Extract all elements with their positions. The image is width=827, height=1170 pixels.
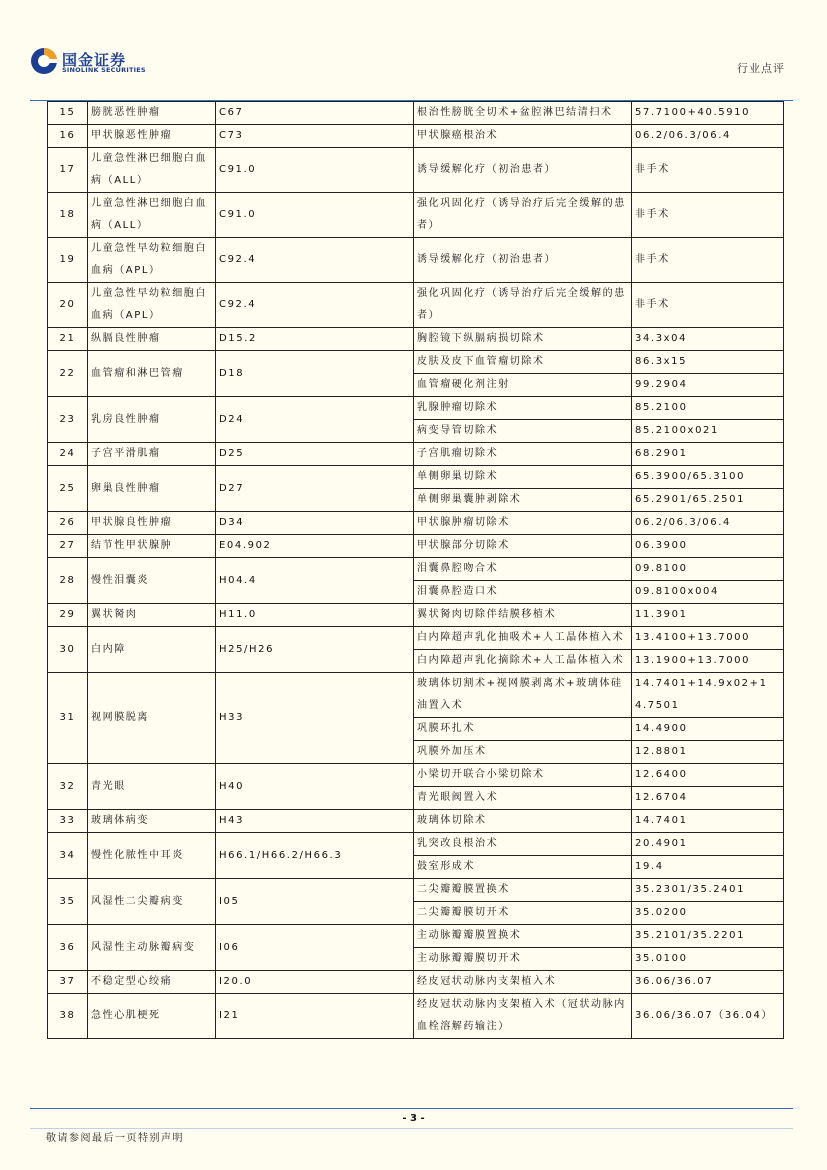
logo-chinese-name: 国金证券	[62, 51, 127, 69]
operation-code: 35.2301/35.2401	[632, 879, 784, 902]
row-number: 16	[48, 125, 88, 148]
disease-name: 膀胱恶性肿瘤	[88, 102, 216, 125]
operation-code: 非手术	[632, 148, 784, 193]
operation-code: 13.1900+13.7000	[632, 650, 784, 673]
procedure-name: 甲状腺部分切除术	[414, 535, 632, 558]
icd-code: I06	[216, 925, 414, 971]
operation-code: 12.6704	[632, 787, 784, 810]
procedure-name: 经皮冠状动脉内支架植入术	[414, 971, 632, 994]
procedure-name: 主动脉瓣瓣膜切开术	[414, 948, 632, 971]
row-number: 28	[48, 558, 88, 604]
procedure-name: 经皮冠状动脉内支架植入术（冠状动脉内血栓溶解药输注）	[414, 994, 632, 1039]
operation-code: 57.7100+40.5910	[632, 102, 784, 125]
procedure-name: 青光眼阀置入术	[414, 787, 632, 810]
icd-code: H66.1/H66.2/H66.3	[216, 833, 414, 879]
procedure-name: 翼状胬肉切除伴结膜移植术	[414, 604, 632, 627]
row-number: 29	[48, 604, 88, 627]
procedure-name: 子宫肌瘤切除术	[414, 443, 632, 466]
procedure-name: 白内障超声乳化摘除术+人工晶体植入术	[414, 650, 632, 673]
table-row	[48, 125, 784, 148]
icd-code: I05	[216, 879, 414, 925]
table-row	[48, 925, 784, 948]
table-row	[48, 351, 784, 374]
procedure-name: 巩膜环扎术	[414, 718, 632, 741]
table-row	[48, 466, 784, 489]
operation-code: 非手术	[632, 283, 784, 328]
operation-code: 65.2901/65.2501	[632, 489, 784, 512]
disease-name: 急性心肌梗死	[88, 994, 216, 1039]
icd-code: H40	[216, 764, 414, 810]
procedure-name: 诱导缓解化疗（初治患者）	[414, 238, 632, 283]
row-number: 36	[48, 925, 88, 971]
table-row	[48, 627, 784, 650]
icd-code: H43	[216, 810, 414, 833]
row-number: 31	[48, 673, 88, 764]
table-row	[48, 238, 784, 283]
operation-code: 35.0100	[632, 948, 784, 971]
row-number: 23	[48, 397, 88, 443]
procedure-name: 病变导管切除术	[414, 420, 632, 443]
row-number: 24	[48, 443, 88, 466]
icd-code: E04.902	[216, 535, 414, 558]
procedure-name: 皮肤及皮下血管瘤切除术	[414, 351, 632, 374]
procedure-name: 巩膜外加压术	[414, 741, 632, 764]
sinolink-logo-icon	[30, 47, 58, 75]
section-tag: 行业点评	[737, 62, 785, 75]
procedure-name: 甲状腺癌根治术	[414, 125, 632, 148]
row-number: 27	[48, 535, 88, 558]
operation-code: 11.3901	[632, 604, 784, 627]
disease-name: 风湿性主动脉瓣病变	[88, 925, 216, 971]
operation-code: 85.2100x021	[632, 420, 784, 443]
disease-name: 慢性泪囊炎	[88, 558, 216, 604]
procedure-name: 二尖瓣瓣膜切开术	[414, 902, 632, 925]
disease-name: 甲状腺良性肿瘤	[88, 512, 216, 535]
row-number: 26	[48, 512, 88, 535]
disease-name: 视网膜脱离	[88, 673, 216, 764]
row-number: 34	[48, 833, 88, 879]
disease-name: 青光眼	[88, 764, 216, 810]
procedure-name: 根治性膀胱全切术+盆腔淋巴结清扫术	[414, 102, 632, 125]
operation-code: 35.2101/35.2201	[632, 925, 784, 948]
icd-code: H04.4	[216, 558, 414, 604]
page-number: - 3 -	[402, 1113, 425, 1124]
icd-code: D24	[216, 397, 414, 443]
row-number: 37	[48, 971, 88, 994]
procedure-name: 甲状腺肿瘤切除术	[414, 512, 632, 535]
icd-code: D25	[216, 443, 414, 466]
operation-code: 13.4100+13.7000	[632, 627, 784, 650]
row-number: 15	[48, 102, 88, 125]
procedure-name: 泪囊鼻腔造口术	[414, 581, 632, 604]
row-number: 17	[48, 148, 88, 193]
procedure-name: 单侧卵巢切除术	[414, 466, 632, 489]
table-row	[48, 604, 784, 627]
disease-name: 慢性化脓性中耳炎	[88, 833, 216, 879]
icd-code: H33	[216, 673, 414, 764]
operation-code: 14.4900	[632, 718, 784, 741]
operation-code: 20.4901	[632, 833, 784, 856]
table-row	[48, 535, 784, 558]
table-row	[48, 283, 784, 328]
table-body	[48, 102, 784, 1039]
disease-name: 儿童急性早幼粒细胞白血病（APL）	[88, 238, 216, 283]
operation-code: 12.6400	[632, 764, 784, 787]
disease-name: 风湿性二尖瓣病变	[88, 879, 216, 925]
row-number: 38	[48, 994, 88, 1039]
procedure-name: 诱导缓解化疗（初治患者）	[414, 148, 632, 193]
table-row	[48, 193, 784, 238]
disease-name: 玻璃体病变	[88, 810, 216, 833]
operation-code: 非手术	[632, 193, 784, 238]
icd-code: C91.0	[216, 193, 414, 238]
operation-code: 09.8100x004	[632, 581, 784, 604]
disease-name: 纵膈良性肿瘤	[88, 328, 216, 351]
disease-name: 儿童急性淋巴细胞白血病（ALL）	[88, 193, 216, 238]
table-row	[48, 971, 784, 994]
row-number: 19	[48, 238, 88, 283]
icd-code: H11.0	[216, 604, 414, 627]
table-row	[48, 328, 784, 351]
disease-name: 白内障	[88, 627, 216, 673]
procedure-name: 玻璃体切除术	[414, 810, 632, 833]
icd-code: H25/H26	[216, 627, 414, 673]
table-row	[48, 810, 784, 833]
table-row	[48, 994, 784, 1039]
operation-code: 14.7401	[632, 810, 784, 833]
procedure-name: 白内障超声乳化抽吸术+人工晶体植入术	[414, 627, 632, 650]
disease-name: 儿童急性早幼粒细胞白血病（APL）	[88, 283, 216, 328]
operation-code: 06.2/06.3/06.4	[632, 512, 784, 535]
operation-code: 34.3x04	[632, 328, 784, 351]
procedure-name: 血管瘤硬化剂注射	[414, 374, 632, 397]
operation-code: 12.8801	[632, 741, 784, 764]
procedure-name: 乳突改良根治术	[414, 833, 632, 856]
table-row	[48, 833, 784, 856]
operation-code: 非手术	[632, 238, 784, 283]
row-number: 21	[48, 328, 88, 351]
icd-code: C92.4	[216, 283, 414, 328]
procedure-name: 泪囊鼻腔吻合术	[414, 558, 632, 581]
table-row	[48, 512, 784, 535]
operation-code: 06.2/06.3/06.4	[632, 125, 784, 148]
operation-code: 36.06/36.07	[632, 971, 784, 994]
table-row	[48, 673, 784, 718]
icd-code: C67	[216, 102, 414, 125]
operation-code: 86.3x15	[632, 351, 784, 374]
disease-name: 不稳定型心绞痛	[88, 971, 216, 994]
operation-code: 68.2901	[632, 443, 784, 466]
row-number: 30	[48, 627, 88, 673]
row-number: 18	[48, 193, 88, 238]
icd-code: D34	[216, 512, 414, 535]
procedure-name: 强化巩固化疗（诱导治疗后完全缓解的患者）	[414, 193, 632, 238]
table-row	[48, 397, 784, 420]
disease-name: 甲状腺恶性肿瘤	[88, 125, 216, 148]
operation-code: 14.7401+14.9x02+14.7501	[632, 673, 784, 718]
procedure-name: 单侧卵巢囊肿剥除术	[414, 489, 632, 512]
procedure-name: 二尖瓣瓣膜置换术	[414, 879, 632, 902]
operation-code: 85.2100	[632, 397, 784, 420]
disease-name: 乳房良性肿瘤	[88, 397, 216, 443]
operation-code: 06.3900	[632, 535, 784, 558]
table-row	[48, 443, 784, 466]
footer-disclaimer: 敬请参阅最后一页特别声明	[46, 1133, 184, 1144]
procedure-name: 乳腺肿瘤切除术	[414, 397, 632, 420]
operation-code: 35.0200	[632, 902, 784, 925]
icd-code: I20.0	[216, 971, 414, 994]
disease-name: 翼状胬肉	[88, 604, 216, 627]
operation-code: 99.2904	[632, 374, 784, 397]
icd-code: C92.4	[216, 238, 414, 283]
icd-code: C91.0	[216, 148, 414, 193]
disease-name: 结节性甲状腺肿	[88, 535, 216, 558]
icd-code: I21	[216, 994, 414, 1039]
row-number: 32	[48, 764, 88, 810]
operation-code: 09.8100	[632, 558, 784, 581]
icd-code: D15.2	[216, 328, 414, 351]
disease-name: 血管瘤和淋巴管瘤	[88, 351, 216, 397]
operation-code: 36.06/36.07（36.04）	[632, 994, 784, 1039]
procedure-name: 鼓室形成术	[414, 856, 632, 879]
disease-name: 儿童急性淋巴细胞白血病（ALL）	[88, 148, 216, 193]
table-row	[48, 558, 784, 581]
procedure-name: 玻璃体切割术+视网膜剥离术+玻璃体硅油置入术	[414, 673, 632, 718]
icd-code: D18	[216, 351, 414, 397]
row-number: 33	[48, 810, 88, 833]
procedure-name: 胸腔镜下纵膈病损切除术	[414, 328, 632, 351]
company-logo	[30, 47, 155, 77]
table-row	[48, 148, 784, 193]
row-number: 22	[48, 351, 88, 397]
logo-english-name: SINOLINK SECURITIES	[62, 66, 146, 74]
operation-code: 65.3900/65.3100	[632, 466, 784, 489]
row-number: 20	[48, 283, 88, 328]
procedure-name: 主动脉瓣瓣膜置换术	[414, 925, 632, 948]
operation-code: 19.4	[632, 856, 784, 879]
procedure-name: 小梁切开联合小梁切除术	[414, 764, 632, 787]
procedure-table	[47, 101, 784, 1039]
icd-code: C73	[216, 125, 414, 148]
footer-divider	[30, 1108, 793, 1109]
row-number: 25	[48, 466, 88, 512]
table-row	[48, 879, 784, 902]
disease-name: 子宫平滑肌瘤	[88, 443, 216, 466]
icd-code: D27	[216, 466, 414, 512]
procedure-name: 强化巩固化疗（诱导治疗后完全缓解的患者）	[414, 283, 632, 328]
table-row	[48, 102, 784, 125]
table-row	[48, 764, 784, 787]
disease-name: 卵巢良性肿瘤	[88, 466, 216, 512]
row-number: 35	[48, 879, 88, 925]
